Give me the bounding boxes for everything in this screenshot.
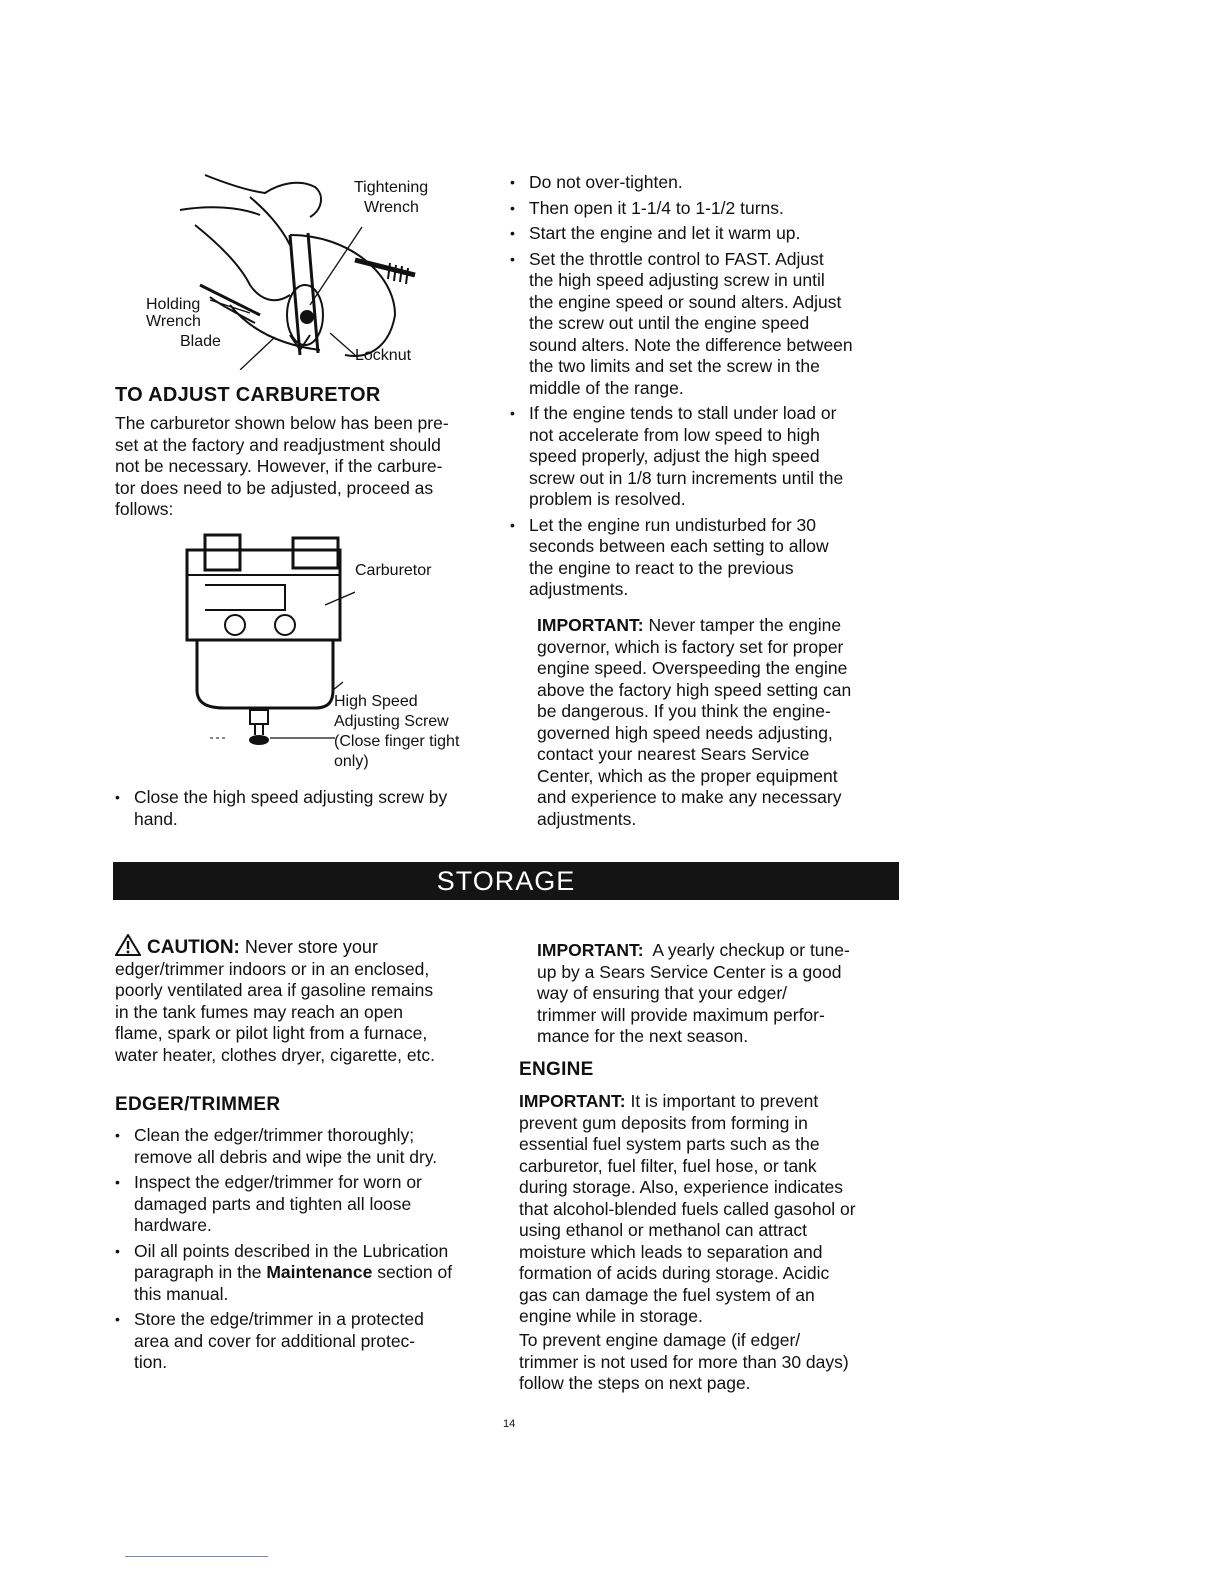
warning-triangle-icon (115, 934, 141, 956)
label-line: Holding (146, 296, 201, 313)
label-locknut: Locknut (355, 347, 412, 364)
storage-banner: STORAGE (113, 862, 899, 900)
note-first-line (537, 940, 917, 962)
line: remove all debris and wipe the unit dry. (134, 1146, 438, 1167)
line: flame, spark or pilot light from a furnace, (115, 1023, 428, 1043)
list-item (115, 1309, 505, 1374)
list-item (510, 172, 910, 194)
line: A yearly checkup or tune- (643, 940, 850, 960)
line: Center, which as the proper equipment (537, 765, 838, 786)
line: • If the engine tends to stall under load or (529, 403, 837, 423)
divider (125, 1556, 268, 1557)
intro-line: set at the factory and readjustment should (115, 434, 441, 455)
list-item (510, 249, 910, 400)
label-line: Wrench (364, 199, 419, 216)
caution-block (115, 934, 505, 1066)
intro-line: follows: (115, 499, 174, 519)
intro-line: The carburetor shown below has been pre- (115, 413, 449, 433)
label-blade: Blade (180, 333, 221, 350)
line: • Start the engine and let it warm up. (529, 223, 801, 243)
line: To prevent engine damage (if edger/ (519, 1330, 801, 1350)
line: • Do not over-tighten. (529, 172, 683, 192)
edger-trimmer-heading: EDGER/TRIMMER (115, 1094, 281, 1115)
yearly-checkup-note (537, 940, 917, 1048)
label-line: only) (334, 753, 369, 770)
line: Never store your (239, 937, 378, 957)
important-label: IMPORTANT: (537, 940, 644, 960)
line: gas can damage the fuel system of an (519, 1284, 815, 1305)
line: that alcohol-blended fuels called gasohol or (519, 1198, 856, 1219)
line: the engine to react to the previous (529, 557, 794, 578)
text: paragraph in the (134, 1262, 267, 1282)
line: above the factory high speed setting can (537, 679, 852, 700)
line: • Inspect the edger/trimmer for worn or (134, 1172, 422, 1192)
line: be dangerous. If you think the engine- (537, 701, 831, 721)
carburetor-illustration (175, 530, 355, 760)
label-line: Tightening (354, 179, 429, 196)
line: mance for the next season. (537, 1026, 749, 1046)
list-item (510, 223, 910, 245)
line: • Then open it 1-1/4 to 1-1/2 turns. (529, 197, 784, 218)
line: the two limits and set the screw in the (529, 356, 820, 376)
line: moisture which leads to separation and (519, 1241, 823, 1262)
line: formation of acids during storage. Acidic (519, 1263, 830, 1283)
line: follow the steps on next page. (519, 1373, 751, 1393)
list-item (510, 198, 910, 220)
line: water heater, clothes dryer, cigarette, etc. (115, 1044, 436, 1065)
line: • Set the throttle control to FAST. Adjust (529, 248, 824, 269)
line: the engine speed or sound alters. Adjust (529, 291, 842, 312)
line: in the tank fumes may reach an open (115, 1001, 403, 1022)
line: area and cover for additional protec- (134, 1330, 416, 1351)
line: adjustments. (529, 579, 629, 599)
line: • Close the high speed adjusting screw by (134, 787, 448, 807)
line: essential fuel system parts such as the (519, 1134, 820, 1154)
list-item (115, 1125, 505, 1168)
carburetor-heading: TO ADJUST CARBURETOR (115, 384, 381, 406)
line: and experience to make any necessary (537, 787, 842, 807)
line (134, 1262, 505, 1284)
line: edger/trimmer indoors or in an enclosed, (115, 958, 430, 979)
line: damaged parts and tighten all loose (134, 1193, 412, 1214)
line: governor, which is factory set for proper (537, 636, 844, 657)
important-label: IMPORTANT: (537, 615, 644, 635)
list-item (115, 787, 495, 830)
important-label: IMPORTANT: (519, 1091, 626, 1111)
line: engine speed. Overspeeding the engine (537, 658, 848, 678)
line: tion. (134, 1352, 168, 1372)
prevent-damage-paragraph (519, 1330, 909, 1395)
line: hardware. (134, 1215, 212, 1235)
line: hand. (134, 808, 178, 829)
engine-first-line (519, 1091, 909, 1113)
line: • Oil all points described in the Lubrication (134, 1240, 449, 1261)
intro-line: tor does need to be adjusted, proceed as (115, 477, 434, 498)
line: • Clean the edger/trimmer thoroughly; (134, 1125, 415, 1145)
line: not accelerate from low speed to high (529, 424, 820, 445)
engine-heading: ENGINE (519, 1059, 594, 1080)
governor-important-note (537, 615, 917, 830)
maintenance-ref: Maintenance (266, 1262, 373, 1282)
edger-trimmer-bullets (115, 1125, 505, 1378)
label-line: (Close finger tight (334, 733, 460, 750)
intro-line: not be necessary. However, if the carbure- (115, 456, 443, 476)
text: section of (372, 1262, 453, 1282)
carburetor-intro (115, 413, 495, 521)
left-carburetor-bullets (115, 787, 495, 834)
label-line: Wrench (146, 313, 201, 330)
line: this manual. (134, 1283, 229, 1304)
list-item (510, 515, 910, 601)
line: prevent gum deposits from forming in (519, 1112, 808, 1133)
line: poorly ventilated area if gasoline remains (115, 980, 434, 1000)
engine-paragraph (519, 1091, 909, 1328)
right-carburetor-bullets (510, 172, 910, 605)
line: contact your nearest Sears Service (537, 744, 810, 764)
line: adjustments. (537, 808, 637, 829)
line: trimmer is not used for more than 30 days) (519, 1351, 849, 1372)
line: engine while in storage. (519, 1306, 703, 1326)
caution-first-line (115, 934, 505, 959)
caution-label: CAUTION: (147, 937, 240, 958)
line: the high speed adjusting screw in until (529, 270, 825, 290)
label-line: High Speed (334, 693, 418, 710)
line: sound alters. Note the difference between (529, 334, 853, 355)
label-tightening-wrench (354, 178, 428, 218)
line: up by a Sears Service Center is a good (537, 961, 842, 982)
line: screw out in 1/8 turn increments until the (529, 467, 844, 488)
line: the screw out until the engine speed (529, 313, 810, 333)
label-line: Adjusting Screw (334, 713, 449, 730)
line: It is important to prevent (625, 1091, 819, 1111)
line: trimmer will provide maximum perfor- (537, 1004, 825, 1025)
line: seconds between each setting to allow (529, 536, 829, 556)
list-item (115, 1241, 505, 1306)
line: Never tamper the engine (643, 615, 842, 635)
line: • Store the edge/trimmer in a protected (134, 1309, 424, 1329)
list-item (510, 403, 910, 511)
line: during storage. Also, experience indicates (519, 1177, 843, 1197)
page-number: 14 (503, 1418, 516, 1430)
label-high-speed-screw (334, 692, 459, 772)
line: problem is resolved. (529, 489, 686, 509)
note-first-line (537, 615, 917, 637)
line: way of ensuring that your edger/ (537, 983, 788, 1003)
carburetor-figure (175, 530, 355, 760)
line: governed high speed needs adjusting, (537, 722, 833, 743)
label-carburetor: Carburetor (355, 562, 432, 579)
line: using ethanol or methanol can attract (519, 1220, 807, 1240)
list-item (115, 1172, 505, 1237)
line: • Let the engine run undisturbed for 30 (529, 514, 817, 535)
line: carburetor, fuel filter, fuel hose, or tank (519, 1155, 817, 1176)
line: middle of the range. (529, 377, 684, 398)
label-holding-wrench (146, 296, 201, 330)
line: speed properly, adjust the high speed (529, 446, 820, 466)
